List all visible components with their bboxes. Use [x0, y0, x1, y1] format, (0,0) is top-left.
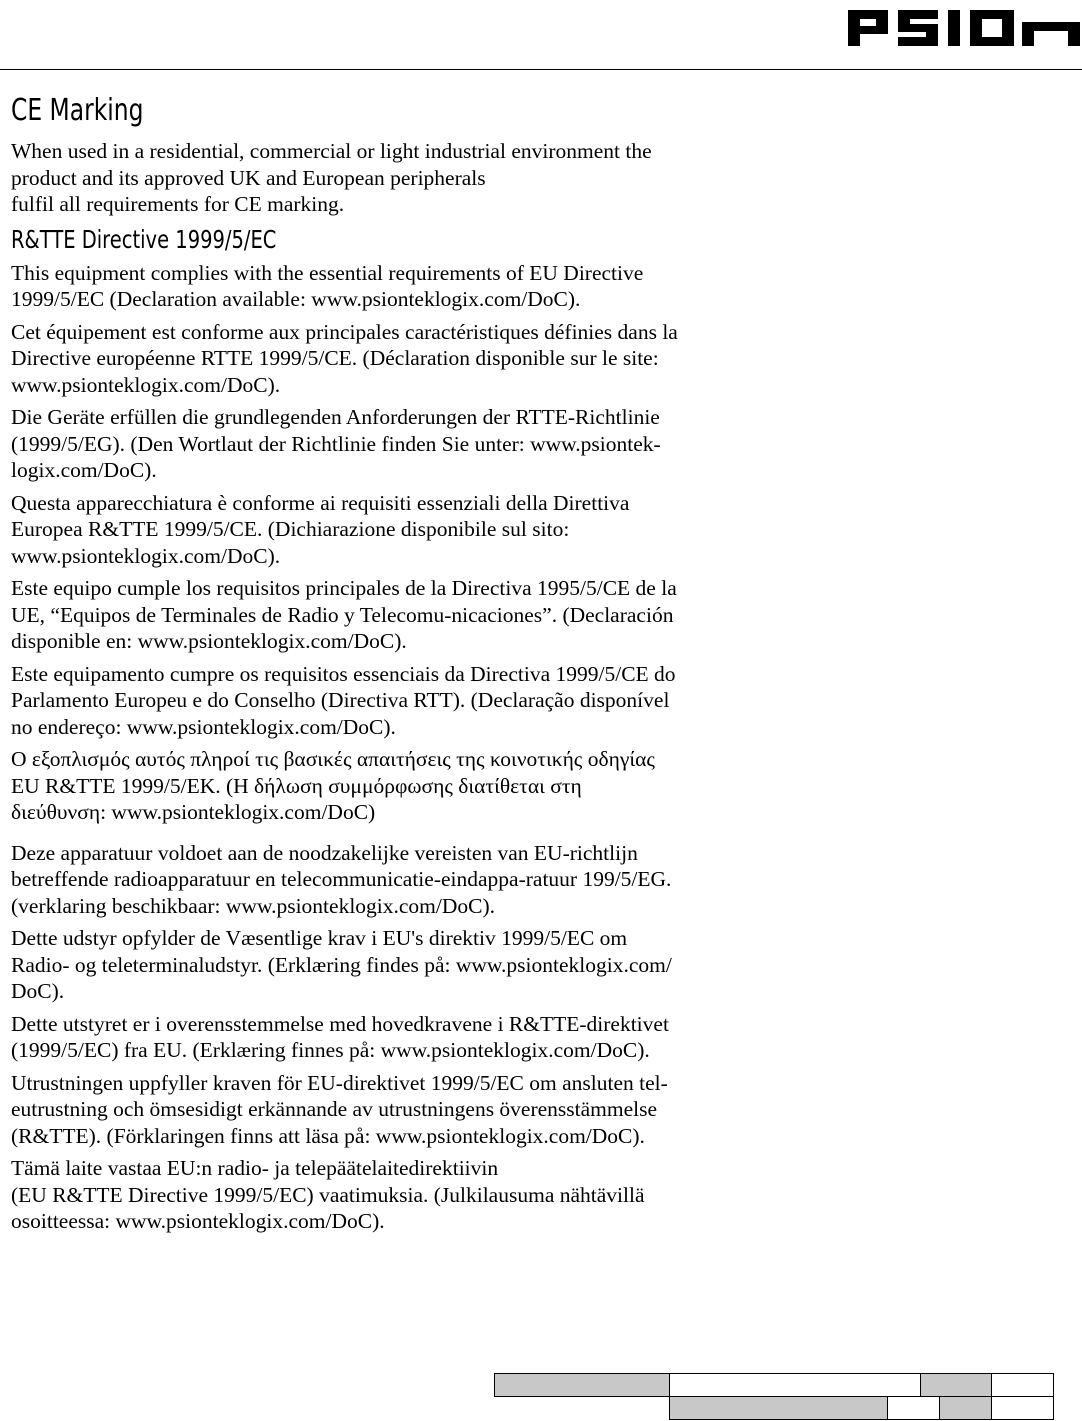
rtte-paragraph-es: Este equipo cumple los requisitos principales de la Directiva 1995/5/CE de la UE, “Equipos de Terminales de Radio y Telecomu-nicaciones”. (Declaración disponible en: www.psionteklogix.com/DoC). — [11, 576, 677, 653]
rtte-paragraph-sv: Utrustningen uppfyller kraven för EU-direktivet 1999/5/EC om ansluten tel- eutrustning och ömsesidigt erkännande av utrustningens överensstämmelse (R&TTE). (Förklaringen finns att läsa på: www.psionteklogix.com/DoC). — [11, 1070, 668, 1148]
rtte-paragraph-en: This equipment complies with the essential requirements of EU Directive 1999/5/EC (Declaration available: www.psionteklogix.com/DoC). — [11, 260, 644, 311]
rtte-paragraph-nl: Deze apparatuur voldoet aan de noodzakelijke vereisten van EU-richtlijn betreffende radioapparatuur en telecommunicatie-eindappa-ratuur 199/5/EG. (verklaring beschikbaar: www.psionteklogix.com/DoC). — [11, 840, 672, 918]
rtte-paragraph-fi: Tämä laite vastaa EU:n radio- ja telepäätelaitedirektiivin (EU R&TTE Directive 1999/5/EC) vaatimuksia. (Julkilausuma nähtävillä osoitteessa: www.psionteklogix.com/DoC). — [11, 1156, 645, 1233]
footer-cell — [887, 1396, 940, 1420]
footer-cell — [494, 1373, 670, 1397]
footer-cell — [991, 1373, 1054, 1397]
footer-cell — [920, 1373, 992, 1397]
document-body — [11, 92, 731, 1241]
footer-table — [494, 1373, 1054, 1421]
footer-cell — [991, 1396, 1054, 1420]
footer-cell — [939, 1396, 992, 1420]
footer-cell — [669, 1373, 921, 1397]
rtte-heading: R&TTE Directive 1999/5/EC — [11, 224, 277, 254]
rtte-paragraph-pt: Este equipamento cumpre os requisitos essenciais da Directiva 1999/5/CE do Parlamento Europeu e do Conselho (Directiva RTT). (Declaração disponível no endereço: www.psionteklogix.com/DoC). — [11, 661, 676, 739]
rtte-paragraph-el: Ο εξοπλισμός αυτός πληροί τις βασικές απαιτήσεις της κοινοτικής οδηγίας EU R&TTE 1999/5/EK. (Η δήλωση συμμόρφωσης διατίθεται στη διεύθυνση: www.psionteklogix.com/DoC) — [11, 747, 655, 824]
rtte-paragraph-da: Dette udstyr opfylder de Væsentlige krav i EU's direktiv 1999/5/EC om Radio- og teleterminaludstyr. (Erklæring findes på: www.psionteklogix.com/ DoC). — [11, 926, 672, 1003]
rtte-paragraph-de: Die Geräte erfüllen die grundlegenden Anforderungen der RTTE-Richtlinie (1999/5/EG). (Den Wortlaut der Richtlinie finden Sie unter: www.psiontek- logix.com/DoC). — [11, 405, 661, 482]
header-rule — [0, 69, 1082, 70]
ce-marking-heading: CE Marking — [11, 93, 144, 128]
ce-paragraph: When used in a residential, commercial or light industrial environment the product and its approved UK and European peripherals fulfil all requirements for CE marking. — [11, 139, 652, 216]
psion-logo — [848, 8, 1080, 46]
rtte-paragraph-fr: Cet équipement est conforme aux principales caractéristiques définies dans la Directive européenne RTTE 1999/5/CE. (Déclaration disponible sur le site: www.psionteklogix.com/DoC). — [11, 319, 678, 397]
rtte-paragraph-no: Dette utstyret er i overensstemmelse med hovedkravene i R&TTE-direktivet (1999/5/EC) fra EU. (Erklæring finnes på: www.psionteklogix.com/DoC). — [11, 1011, 669, 1062]
footer-cell — [669, 1396, 888, 1420]
rtte-paragraph-it: Questa apparecchiatura è conforme ai requisiti essenziali della Direttiva Europea R&TTE 1999/5/CE. (Dichiarazione disponibile sul sito: www.psionteklogix.com/DoC). — [11, 490, 630, 568]
